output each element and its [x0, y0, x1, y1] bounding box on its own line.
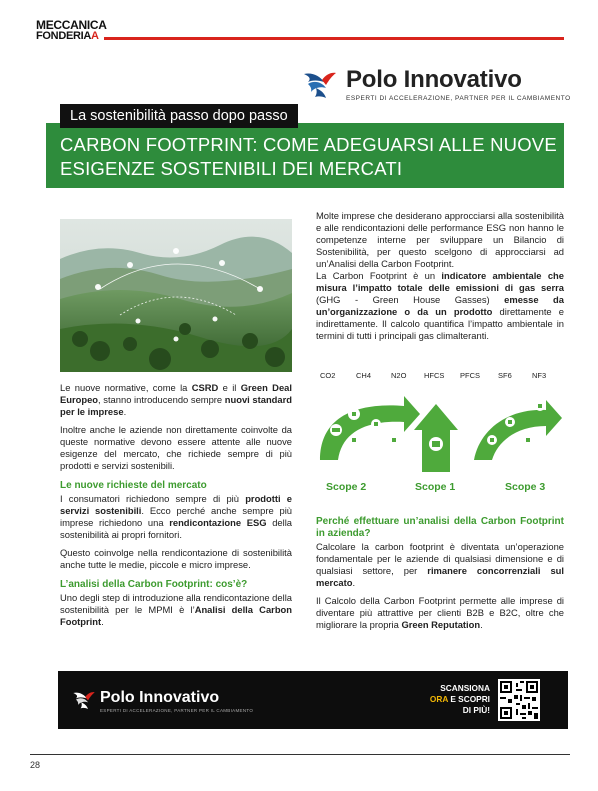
- qr-code[interactable]: [498, 679, 540, 721]
- gas-label-nf3: NF3: [532, 371, 547, 380]
- magazine-logo-line2: FONDERIAA: [36, 30, 99, 42]
- section-heading-market: Le nuove richieste del mercato: [60, 480, 207, 491]
- banner-tagline: ESPERTI DI ACCELERAZIONE, PARTNER PER IL CAMBIAMENTO: [100, 708, 254, 713]
- qr-code-icon: [498, 679, 540, 721]
- right-column-bottom: [316, 516, 564, 637]
- banner-cta: [430, 683, 490, 716]
- magazine-logo: [36, 18, 107, 44]
- magazine-logo-line1: MECCANICA: [36, 18, 107, 32]
- cta-line-2: ORA E SCOPRI: [429, 694, 490, 704]
- page-number: 28: [30, 760, 41, 770]
- left-paragraph-2: Inoltre anche le aziende non direttamente coinvolte da queste normative devono essere attente alle nuove esigenze del mercato, che richiede sempre di più prodotti e servizi sostenibili.: [60, 424, 292, 471]
- right-paragraph-2: La Carbon Footprint è un indicatore ambientale che misura l’impatto totale delle emissioni di gas serra (GHG - Green House Gasses) emesse da un’organizzazione o da un prodotto direttamente e indirettamente. Il calcolo quantifica l’impatto ambientale in termini di tutti i principali gas climalteranti.: [316, 270, 565, 341]
- cta-line-1: SCANSIONA: [440, 683, 490, 693]
- bird-logo-icon: [302, 66, 338, 100]
- cta-line-3: DI PIÙ!: [462, 705, 490, 715]
- scope-1-label: Scope 1: [415, 481, 456, 493]
- banner-brand-name: Polo Innovativo: [100, 689, 220, 706]
- bird-logo-icon: [72, 687, 96, 711]
- left-paragraph-5: Uno degli step di introduzione alla rendicontazione della sostenibilità per le MPMI è l’Analisi della Carbon Footprint.: [60, 592, 292, 627]
- gas-label-co2: CO2: [320, 371, 336, 380]
- brand-logo: [302, 66, 571, 104]
- right-paragraph-4: Il Calcolo della Carbon Footprint permette alle imprese di diventare più attrattive per clienti B2B e B2C, oltre che migliorare la propria Green Reputation.: [316, 595, 564, 630]
- landscape-photo: [60, 219, 292, 372]
- gas-label-n2o: N2O: [391, 371, 407, 380]
- right-paragraph-1: Molte imprese che desiderano approcciarsi alla sostenibilità e alle rendicontazioni delle performance ESG non hanno le competenze interne per sviluppare un Bilancio di Sostenibilità, per questo scelgono di approcciarsi ad un’Analisi della Carbon Footprint.: [316, 210, 564, 269]
- gas-label-hfcs: HFCS: [424, 371, 445, 380]
- footer-rule: [30, 754, 570, 755]
- footer-banner: [58, 671, 568, 729]
- landscape-illustration: [60, 219, 292, 372]
- subheading: La sostenibilità passo dopo passo: [60, 104, 298, 128]
- scope-infographic: [314, 388, 566, 478]
- gas-label-sf6: SF6: [498, 371, 512, 380]
- header-rule: [104, 37, 564, 40]
- section-heading-analysis: L’analisi della Carbon Footprint: cos’è?: [60, 579, 248, 590]
- left-column: [60, 382, 292, 634]
- left-paragraph-4: Questo coinvolge nella rendicontazione di sostenibilità anche tutte le medie, piccole e micro imprese.: [60, 547, 292, 570]
- section-heading-why: Perché effettuare un’analisi della Carbon Footprint in azienda?: [316, 516, 564, 539]
- scope-2-label: Scope 2: [326, 481, 367, 493]
- left-paragraph-3: I consumatori richiedono sempre di più prodotti e servizi sostenibili. Ecco perché anche sempre più imprese richiedono una rendicontazione ESG della sostenibilità ai propri fornitori.: [60, 493, 293, 540]
- gas-label-ch4: CH4: [356, 371, 372, 380]
- right-column-top: [316, 210, 564, 348]
- scope-3-label: Scope 3: [505, 481, 546, 493]
- left-paragraph-1: Le nuove normative, come la CSRD e il Green Deal Europeo, stanno introducendo sempre nuovi standard per le imprese.: [60, 382, 293, 417]
- right-paragraph-3: Calcolare la carbon footprint è diventata un’operazione fondamentale per le aziende di qualsiasi dimensione e di qualsiasi settore, per rimanere concorrenziali sul mercato.: [316, 541, 565, 588]
- gas-label-pfcs: PFCS: [460, 371, 481, 380]
- article-title: CARBON FOOTPRINT: COME ADEGUARSI ALLE NUOVE ESIGENZE SOSTENIBILI DEI MERCATI: [60, 134, 557, 179]
- brand-name: Polo Innovativo: [346, 66, 522, 93]
- brand-tagline: ESPERTI DI ACCELERAZIONE, PARTNER PER IL CAMBIAMENTO: [346, 95, 571, 102]
